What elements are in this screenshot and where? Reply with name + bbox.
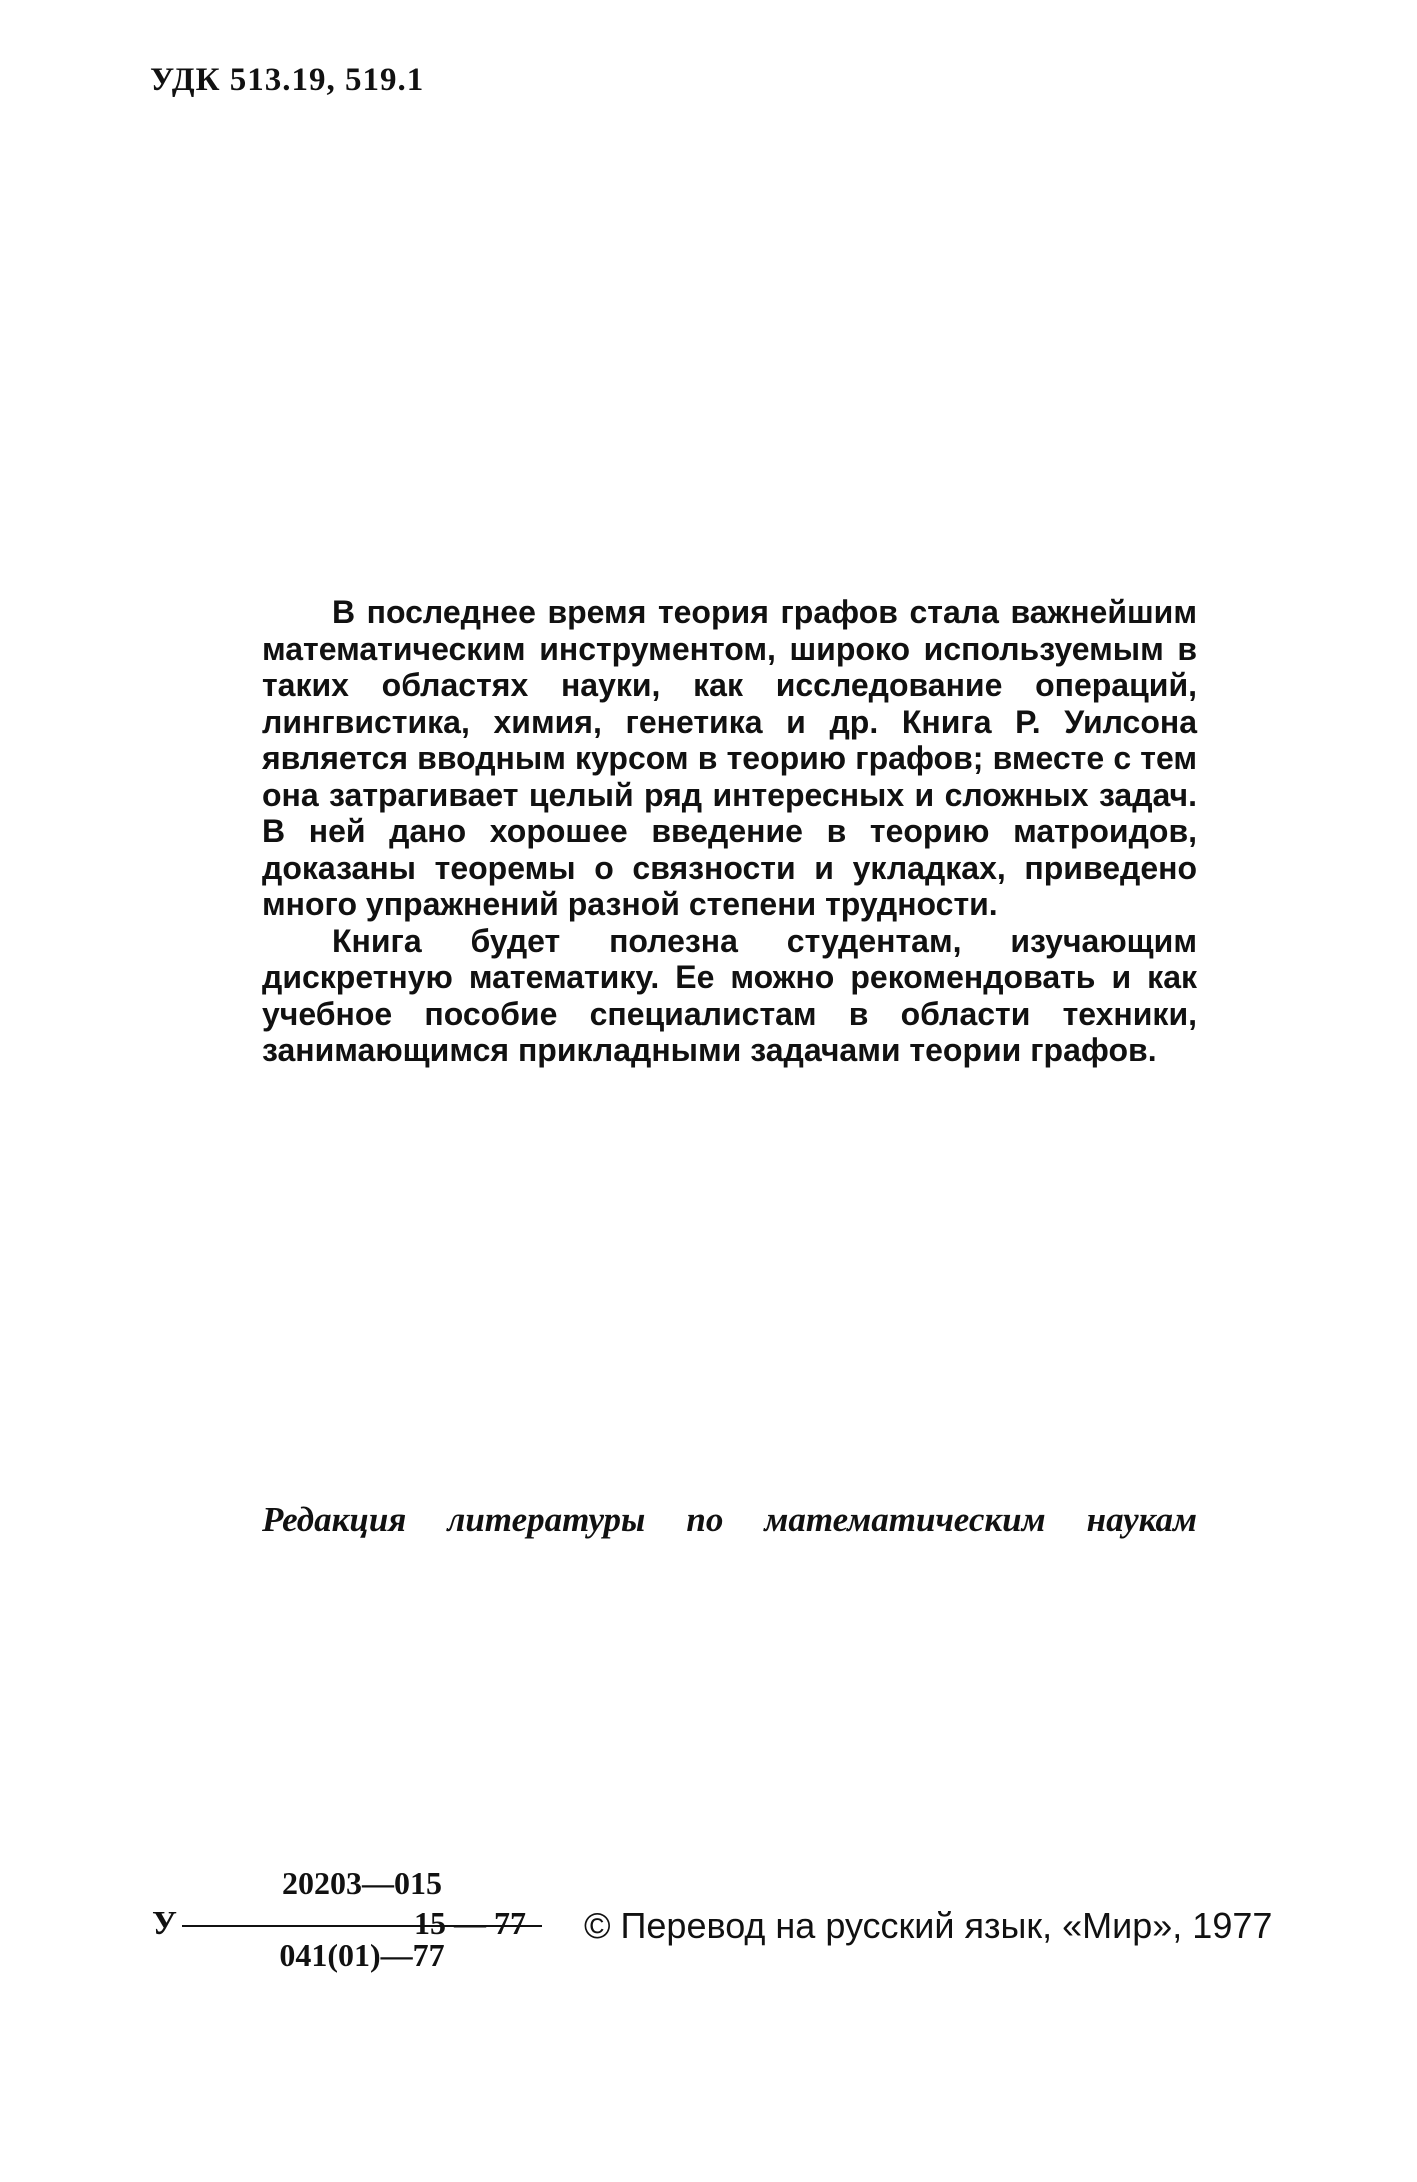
publication-footer (152, 1865, 1322, 1995)
catalog-letter: У (152, 1905, 177, 1942)
book-annotation (262, 594, 1197, 1069)
editorial-office: Редакция литературы по математическим наукам (262, 1500, 1197, 1539)
catalog-denominator: 041(01)—77 (279, 1937, 445, 1973)
udk-classification: УДК 513.19, 519.1 (150, 62, 425, 98)
annotation-paragraph-1: В последнее время теория графов стала важнейшим математическим инструментом, широко используемым в таких областях науки, как исследование операций, лингвистика, химия, генетика и др. Книга Р. Уилсона является вводным курсом в теорию графов; вместе с тем она затрагивает целый ряд интересных и сложных задач. В ней дано хорошее введение в теорию матроидов, доказаны теоремы о связности и укладках, приведено много упражнений разной степени трудности. (262, 594, 1197, 922)
catalog-code: 15 — 77 (414, 1905, 526, 1941)
catalog-numerator: 20203—015 (282, 1865, 442, 1901)
copyright-notice: © Перевод на русский язык, «Мир», 1977 (584, 1905, 1273, 1946)
annotation-paragraph-2: Книга будет полезна студентам, изучающим дискретную математику. Ее можно рекомендовать и как учебное пособие специалистам в области техники, занимающимся прикладными задачами теории графов. (262, 922, 1197, 1068)
